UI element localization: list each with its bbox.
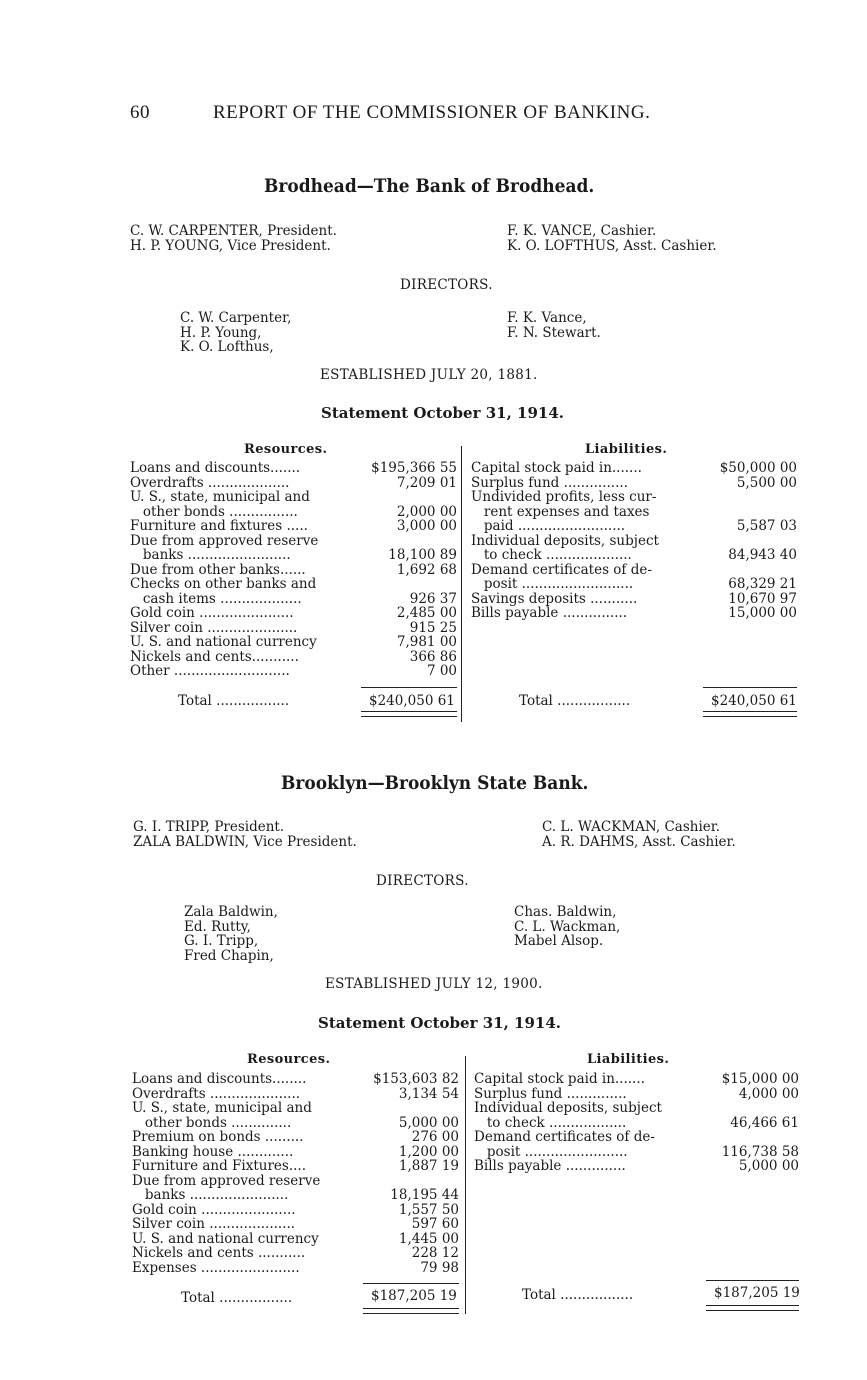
liabilities-heading: Liabilities. <box>587 1052 670 1067</box>
resource-row <box>130 592 457 607</box>
liability-row <box>474 1159 799 1174</box>
resource-row <box>132 1246 459 1261</box>
total-rule <box>361 687 457 688</box>
director: K. O. Lofthus, <box>180 339 274 355</box>
resource-row <box>130 490 457 505</box>
resource-row <box>132 1145 459 1160</box>
established-date: ESTABLISHED JULY 12, 1900. <box>325 976 543 992</box>
resource-label: Banking house ............. <box>132 1144 294 1159</box>
statement-date: Statement October 31, 1914. <box>318 1014 562 1032</box>
director: H. P. Young, <box>180 324 262 341</box>
resource-label: Furniture and Fixtures.... <box>132 1159 307 1174</box>
resources-total-label: Total ................. <box>181 1290 293 1306</box>
officer: G. I. TRIPP, President. <box>133 819 285 835</box>
resource-amount: 276 00 <box>411 1129 459 1145</box>
directors-heading: DIRECTORS. <box>376 873 469 889</box>
resource-amount: 366 86 <box>409 648 457 665</box>
resource-row <box>130 548 457 563</box>
resource-row <box>132 1072 459 1087</box>
liability-row <box>471 519 797 534</box>
resource-amount: 2,000 00 <box>396 503 457 520</box>
resource-label: Overdrafts ..................... <box>132 1086 301 1101</box>
resource-amount: 7 00 <box>426 663 457 679</box>
resource-label: other bonds .............. <box>132 1115 292 1130</box>
director: Ed. Rutty, <box>184 918 251 935</box>
resource-amount: 3,000 00 <box>396 518 457 534</box>
resource-amount: 18,100 89 <box>388 547 457 563</box>
directors-right <box>514 905 620 949</box>
liability-amount: 4,000 00 <box>738 1085 799 1102</box>
liabilities-total: $240,050 61 <box>711 693 797 709</box>
resource-amount: 1,445 00 <box>398 1230 459 1247</box>
liability-label: Surplus fund ............... <box>471 475 628 490</box>
resource-amount: 7,209 01 <box>396 474 457 491</box>
resource-label: Due from other banks...... <box>130 562 306 577</box>
officers-left <box>130 224 337 253</box>
resource-row <box>130 650 457 665</box>
resource-label: Loans and discounts....... <box>130 461 301 476</box>
liability-row <box>474 1130 799 1145</box>
liability-amount: 5,500 00 <box>736 474 797 491</box>
director: G. I. Tripp, <box>184 933 259 949</box>
resource-row <box>132 1217 459 1232</box>
director: C. L. Wackman, <box>514 918 621 935</box>
liability-label: paid ......................... <box>471 519 626 534</box>
resource-row <box>130 461 457 476</box>
liabilities-total: $187,205 19 <box>714 1285 800 1301</box>
resource-amount: 18,195 44 <box>390 1187 459 1203</box>
resources-table <box>132 1072 459 1275</box>
liability-row <box>474 1101 799 1116</box>
liability-label: Bills payable .............. <box>474 1159 626 1174</box>
liability-label: rent expenses and taxes <box>471 504 650 519</box>
officer: C. W. CARPENTER, President. <box>130 223 337 239</box>
resource-row <box>132 1188 459 1203</box>
officers-right <box>542 820 736 849</box>
resource-label: Premium on bonds ......... <box>132 1130 304 1145</box>
liability-row <box>471 534 797 549</box>
resource-amount: $195,366 55 <box>371 460 457 476</box>
resource-label: Expenses ....................... <box>132 1260 300 1275</box>
resource-row <box>130 664 457 679</box>
liability-amount: 46,466 61 <box>730 1114 799 1131</box>
liability-label: Demand certificates of de- <box>471 562 652 577</box>
resource-row <box>132 1116 459 1131</box>
officer: H. P. YOUNG, Vice President. <box>130 237 331 254</box>
resource-label: Overdrafts ................... <box>130 475 290 490</box>
liability-label: posit ........................ <box>474 1144 628 1159</box>
liability-label: Capital stock paid in....... <box>474 1072 645 1087</box>
officer: C. L. WACKMAN, Cashier. <box>542 819 721 835</box>
resource-label: U. S. and national currency <box>132 1231 319 1246</box>
resources-heading: Resources. <box>244 442 328 457</box>
liabilities-total-label: Total ................. <box>519 693 631 709</box>
director: F. N. Stewart. <box>507 324 601 341</box>
liability-label: posit .......................... <box>471 577 634 592</box>
liability-amount: 68,329 21 <box>728 576 797 592</box>
liability-row <box>471 577 797 592</box>
liability-label: Individual deposits, subject <box>471 533 659 548</box>
resources-total: $187,205 19 <box>371 1288 457 1304</box>
liabilities-heading: Liabilities. <box>585 442 668 457</box>
resource-row <box>130 476 457 491</box>
liability-amount: 84,943 40 <box>728 547 797 563</box>
director: Mabel Alsop. <box>514 933 604 949</box>
resource-label: Silver coin ..................... <box>130 620 298 635</box>
running-head: REPORT OF THE COMMISSIONER OF BANKING. <box>213 102 651 123</box>
resource-row <box>130 635 457 650</box>
column-divider <box>461 446 462 722</box>
director: Zala Baldwin, <box>184 904 278 920</box>
director: Chas. Baldwin, <box>514 904 617 920</box>
resource-amount: 926 37 <box>409 590 457 607</box>
resource-label: Nickels and cents........... <box>130 649 299 664</box>
resource-row <box>132 1087 459 1102</box>
director: F. K. Vance, <box>507 310 587 326</box>
established-date: ESTABLISHED JULY 20, 1881. <box>320 367 538 383</box>
resource-label: Other ........................... <box>130 664 290 679</box>
total-double-rule <box>363 1308 459 1314</box>
resource-label: Checks on other banks and <box>130 577 317 592</box>
resource-amount: 5,000 00 <box>398 1114 459 1131</box>
liability-label: Bills payable ............... <box>471 606 628 621</box>
resource-row <box>130 534 457 549</box>
liabilities-table <box>474 1072 799 1174</box>
resource-label: Loans and discounts........ <box>132 1072 307 1087</box>
liability-row <box>471 490 797 505</box>
officer: K. O. LOFTHUS, Asst. Cashier. <box>507 237 717 254</box>
liability-row <box>474 1072 799 1087</box>
officers-right <box>507 224 717 253</box>
directors-heading: DIRECTORS. <box>400 277 493 293</box>
resource-amount: 597 60 <box>411 1216 459 1232</box>
liability-label: Savings deposits ........... <box>471 591 638 606</box>
directors-left <box>184 905 278 963</box>
liability-label: Individual deposits, subject <box>474 1101 662 1116</box>
liability-row <box>474 1116 799 1131</box>
officer: F. K. VANCE, Cashier. <box>507 223 657 239</box>
liability-label: Undivided profits, less cur- <box>471 490 657 505</box>
resource-label: U. S., state, municipal and <box>132 1101 312 1116</box>
resource-label: Due from approved reserve <box>130 533 319 548</box>
liability-label: Surplus fund .............. <box>474 1086 627 1101</box>
director: C. W. Carpenter, <box>180 310 292 326</box>
director: Fred Chapin, <box>184 947 274 964</box>
liability-row <box>471 592 797 607</box>
resource-row <box>132 1101 459 1116</box>
liability-label: Capital stock paid in....... <box>471 461 642 476</box>
liability-row <box>471 461 797 476</box>
resource-amount: $153,603 82 <box>373 1071 459 1087</box>
total-double-rule <box>703 711 797 717</box>
liability-row <box>471 548 797 563</box>
page-number: 60 <box>130 102 150 123</box>
liability-row <box>471 505 797 520</box>
resources-total: $240,050 61 <box>369 693 455 709</box>
total-rule <box>703 687 797 688</box>
resource-label: Silver coin .................... <box>132 1217 296 1232</box>
resource-label: Nickels and cents ........... <box>132 1246 306 1261</box>
officer: A. R. DAHMS, Asst. Cashier. <box>542 833 736 850</box>
resource-label: other bonds ................ <box>130 504 298 519</box>
directors-left <box>180 311 291 355</box>
resource-label: Gold coin ...................... <box>132 1202 296 1217</box>
resource-amount: 3,134 54 <box>398 1085 459 1102</box>
liability-row <box>471 563 797 578</box>
liability-amount: $15,000 00 <box>721 1071 799 1087</box>
liability-label: to check .................... <box>471 548 632 563</box>
officers-left <box>133 820 357 849</box>
liability-amount: 5,587 03 <box>736 518 797 534</box>
resource-amount: 1,692 68 <box>396 561 457 578</box>
liability-amount: 116,738 58 <box>721 1143 799 1160</box>
bank-title: Brooklyn—Brooklyn State Bank. <box>281 773 589 794</box>
resource-row <box>132 1232 459 1247</box>
directors-right <box>507 311 601 340</box>
resource-label: banks ........................ <box>130 548 291 563</box>
liability-label: Demand certificates of de- <box>474 1130 655 1145</box>
total-rule <box>706 1280 799 1281</box>
resource-row <box>130 577 457 592</box>
resource-row <box>132 1203 459 1218</box>
resource-label: cash items ................... <box>130 591 302 606</box>
liability-row <box>474 1087 799 1102</box>
liabilities-total-label: Total ................. <box>522 1287 634 1303</box>
resource-amount: 915 25 <box>409 619 457 636</box>
officer: ZALA BALDWIN, Vice President. <box>133 833 357 850</box>
resource-row <box>132 1174 459 1189</box>
liability-row <box>471 606 797 621</box>
statement-date: Statement October 31, 1914. <box>321 404 565 422</box>
resource-label: U. S., state, municipal and <box>130 490 310 505</box>
resource-amount: 1,557 50 <box>398 1201 459 1218</box>
resource-row <box>132 1159 459 1174</box>
resource-label: Due from approved reserve <box>132 1173 321 1188</box>
resource-row <box>130 563 457 578</box>
liability-amount: $50,000 00 <box>719 460 797 476</box>
liability-amount: 5,000 00 <box>738 1158 799 1174</box>
resource-row <box>132 1130 459 1145</box>
resource-amount: 1,200 00 <box>398 1143 459 1160</box>
column-divider <box>465 1056 466 1314</box>
liability-row <box>471 476 797 491</box>
resource-row <box>130 519 457 534</box>
resource-label: U. S. and national currency <box>130 635 317 650</box>
liability-amount: 15,000 00 <box>728 605 797 621</box>
total-double-rule <box>706 1305 799 1311</box>
resource-amount: 2,485 00 <box>396 605 457 621</box>
resource-row <box>130 505 457 520</box>
resource-amount: 7,981 00 <box>396 634 457 650</box>
resource-amount: 79 98 <box>420 1259 459 1276</box>
resource-row <box>132 1261 459 1276</box>
liability-amount: 10,670 97 <box>728 590 797 607</box>
resources-total-label: Total ................. <box>178 693 290 709</box>
liabilities-table <box>471 461 797 621</box>
liability-row <box>474 1145 799 1160</box>
resources-heading: Resources. <box>247 1052 331 1067</box>
resource-label: Furniture and fixtures ..... <box>130 519 308 534</box>
resource-label: banks ....................... <box>132 1188 289 1203</box>
resource-amount: 228 12 <box>411 1245 459 1261</box>
resource-amount: 1,887 19 <box>398 1158 459 1174</box>
resource-row <box>130 621 457 636</box>
total-rule <box>363 1283 459 1284</box>
resource-label: Gold coin ...................... <box>130 606 294 621</box>
resources-table <box>130 461 457 679</box>
bank-title: Brodhead—The Bank of Brodhead. <box>264 176 595 197</box>
total-double-rule <box>361 711 457 717</box>
liability-label: to check .................. <box>474 1115 627 1130</box>
resource-row <box>130 606 457 621</box>
